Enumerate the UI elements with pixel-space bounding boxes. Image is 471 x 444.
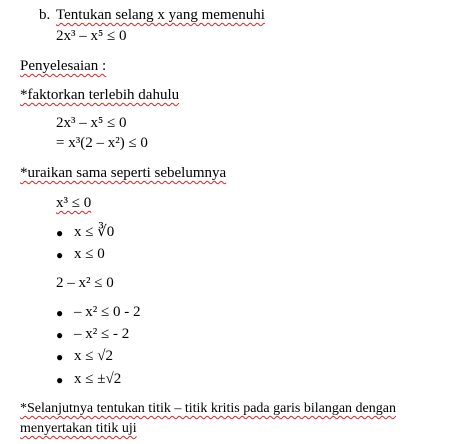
bullet-icon: ● <box>56 350 64 364</box>
part2-bullet-3: x ≤ √2 <box>74 348 113 364</box>
part2-bullet-1: – x² ≤ 0 - 2 <box>74 304 141 320</box>
closing-line-1: *Selanjutnya tentukan titik – titik kritis pada garis bilangan dengan <box>20 401 396 416</box>
part2-bullet-2: – x² ≤ - 2 <box>74 326 130 342</box>
step1-line1: 2x³ – x⁵ ≤ 0 <box>56 115 127 131</box>
question-instruction: Tentukan selang x yang memenuhi <box>56 7 265 23</box>
solution-heading: Penyelesaian : <box>20 58 107 74</box>
question-inequality: 2x³ – x⁵ ≤ 0 <box>56 28 127 44</box>
part2-header: 2 – x² ≤ 0 <box>56 275 114 291</box>
bullet-icon: ● <box>56 373 64 387</box>
bullet-icon: ● <box>56 248 64 262</box>
bullet-icon: ● <box>56 226 64 240</box>
question-label: b. <box>39 7 51 23</box>
step1-note: *faktorkan terlebih dahulu <box>20 87 180 103</box>
bullet-icon: ● <box>56 328 64 342</box>
part1-header: x³ ≤ 0 <box>56 195 92 211</box>
closing-line-2: menyertakan titik uji <box>20 421 137 436</box>
step2-note: *uraikan sama seperti sebelumnya <box>20 165 227 181</box>
part1-bullet-2: x ≤ 0 <box>74 246 105 262</box>
part2-bullet-4: x ≤ ±√2 <box>74 371 122 387</box>
step1-line2: = x³(2 – x²) ≤ 0 <box>56 135 148 151</box>
bullet-icon: ● <box>56 306 64 320</box>
part1-bullet-1: x ≤ ∛0 <box>74 224 115 240</box>
